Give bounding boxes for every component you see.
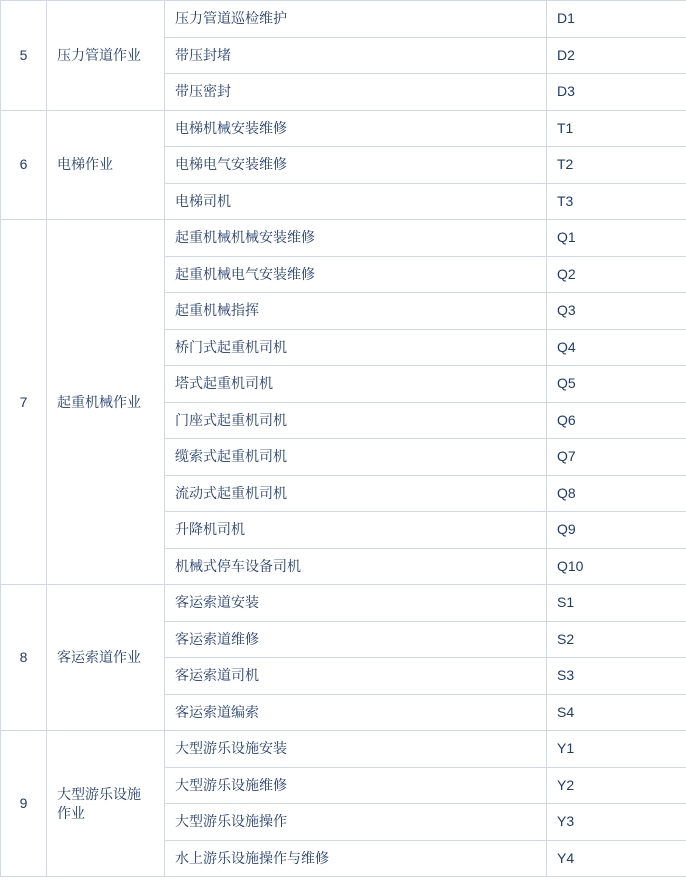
code-cell: S1 — [547, 585, 686, 622]
code-cell: Q3 — [547, 293, 686, 330]
group-category-cell: 压力管道作业 — [47, 1, 165, 111]
code-cell: Q5 — [547, 366, 686, 403]
table-row — [1, 585, 686, 622]
code-cell: S4 — [547, 694, 686, 731]
code-cell: Q2 — [547, 256, 686, 293]
item-cell: 客运索道维修 — [165, 621, 547, 658]
code-cell: Q6 — [547, 402, 686, 439]
table-row — [1, 110, 686, 147]
item-cell: 塔式起重机司机 — [165, 366, 547, 403]
code-cell: Q10 — [547, 548, 686, 585]
group-category-cell: 起重机械作业 — [47, 220, 165, 585]
group-number-cell: 8 — [1, 585, 47, 731]
group-number-cell: 5 — [1, 1, 47, 111]
item-cell: 客运索道编索 — [165, 694, 547, 731]
code-cell: S3 — [547, 658, 686, 695]
code-cell: Y2 — [547, 767, 686, 804]
item-cell: 客运索道司机 — [165, 658, 547, 695]
code-cell: Y4 — [547, 840, 686, 877]
item-cell: 客运索道安装 — [165, 585, 547, 622]
item-cell: 桥门式起重机司机 — [165, 329, 547, 366]
item-cell: 水上游乐设施操作与维修 — [165, 840, 547, 877]
code-cell: Y3 — [547, 804, 686, 841]
code-cell: D2 — [547, 37, 686, 74]
code-cell: Q7 — [547, 439, 686, 476]
group-category-cell: 电梯作业 — [47, 110, 165, 220]
code-cell: S2 — [547, 621, 686, 658]
item-cell: 起重机械指挥 — [165, 293, 547, 330]
group-number-cell: 6 — [1, 110, 47, 220]
code-cell: D3 — [547, 74, 686, 111]
item-cell: 电梯电气安装维修 — [165, 147, 547, 184]
item-cell: 大型游乐设施操作 — [165, 804, 547, 841]
table-body — [1, 1, 686, 877]
code-cell: D1 — [547, 1, 686, 38]
item-cell: 缆索式起重机司机 — [165, 439, 547, 476]
table-row — [1, 731, 686, 768]
code-cell: T2 — [547, 147, 686, 184]
item-cell: 流动式起重机司机 — [165, 475, 547, 512]
code-cell: Y1 — [547, 731, 686, 768]
item-cell: 起重机械电气安装维修 — [165, 256, 547, 293]
code-cell: Q4 — [547, 329, 686, 366]
code-cell: Q1 — [547, 220, 686, 257]
item-cell: 门座式起重机司机 — [165, 402, 547, 439]
code-cell: T3 — [547, 183, 686, 220]
item-cell: 大型游乐设施安装 — [165, 731, 547, 768]
item-cell: 电梯机械安装维修 — [165, 110, 547, 147]
item-cell: 带压密封 — [165, 74, 547, 111]
group-number-cell: 9 — [1, 731, 47, 877]
group-category-cell: 大型游乐设施作业 — [47, 731, 165, 877]
item-cell: 大型游乐设施维修 — [165, 767, 547, 804]
item-cell: 升降机司机 — [165, 512, 547, 549]
table-row — [1, 220, 686, 257]
item-cell: 电梯司机 — [165, 183, 547, 220]
item-cell: 带压封堵 — [165, 37, 547, 74]
group-category-cell: 客运索道作业 — [47, 585, 165, 731]
code-cell: Q8 — [547, 475, 686, 512]
code-cell: T1 — [547, 110, 686, 147]
item-cell: 压力管道巡检维护 — [165, 1, 547, 38]
table-row — [1, 1, 686, 38]
group-number-cell: 7 — [1, 220, 47, 585]
item-cell: 起重机械机械安装维修 — [165, 220, 547, 257]
code-cell: Q9 — [547, 512, 686, 549]
item-cell: 机械式停车设备司机 — [165, 548, 547, 585]
